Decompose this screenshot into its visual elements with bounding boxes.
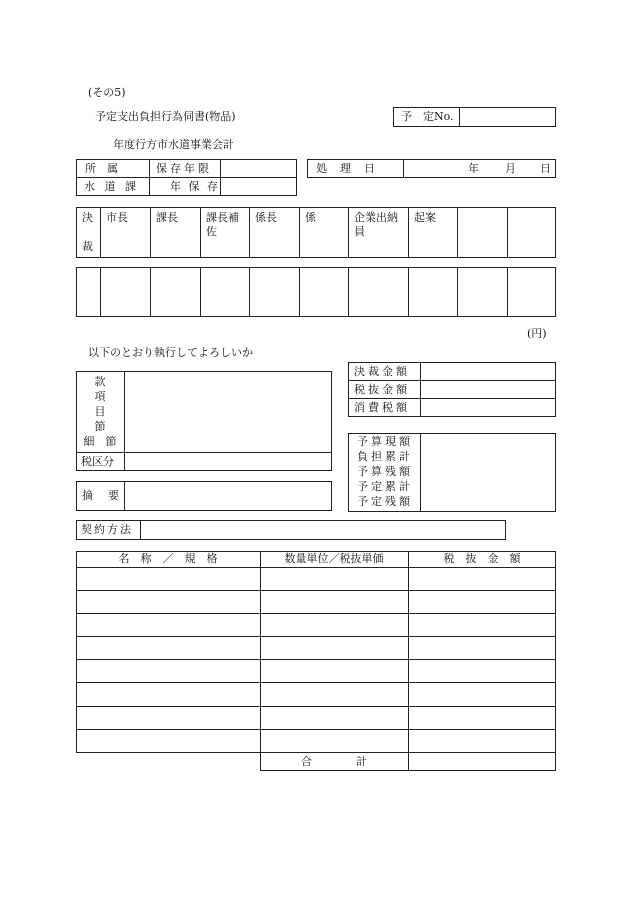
items-header-name: 名 称 ／ 規 格: [118, 552, 218, 565]
amount-field-approved[interactable]: [421, 363, 555, 380]
items-total-field[interactable]: [409, 753, 555, 770]
contract-label: 契約方法: [81, 523, 133, 536]
tax-class-field[interactable]: [125, 453, 331, 470]
seal-cell-mayor[interactable]: [101, 268, 149, 316]
label-kan: 款: [94, 375, 106, 388]
seal-cell-unit-chief[interactable]: [250, 268, 298, 316]
status-planned-remaining: 予定残額: [357, 495, 413, 508]
table-row[interactable]: [77, 637, 259, 659]
approval-col-treasurer: 企業出納員: [354, 211, 398, 238]
summary-label: 摘 要: [82, 489, 121, 502]
plan-number-label: 予 定No.: [401, 110, 454, 123]
approval-col-assistant-chief: 課長補佐: [206, 211, 239, 238]
form-number: (その5): [88, 86, 126, 99]
table-row[interactable]: [77, 683, 259, 706]
approval-col-section-chief: 課長: [156, 211, 178, 224]
form-subtitle: 年度行方市水道事業会計: [113, 138, 234, 151]
process-date-label: 処 理 日: [316, 162, 376, 175]
table-row[interactable]: [77, 660, 259, 682]
items-total-label: 合 計: [301, 755, 367, 768]
approval-col-staff: 係: [305, 211, 316, 224]
label-moku: 目: [94, 405, 106, 418]
date-month: 月: [505, 162, 516, 175]
status-charged-total: 負担累計: [357, 450, 413, 463]
amount-label-tax: 消費税額: [354, 401, 410, 414]
budget-item-field[interactable]: [125, 372, 331, 452]
retention-label: 保存年限: [156, 162, 212, 175]
tax-class-label: 税区分: [81, 455, 114, 468]
dept-value: 水 道 課: [84, 180, 139, 193]
label-setsu: 節: [94, 420, 106, 433]
table-row[interactable]: [77, 707, 259, 729]
status-budget-remaining: 予算残額: [357, 465, 413, 478]
seal-cell-staff[interactable]: [300, 268, 347, 316]
contract-field[interactable]: [141, 521, 505, 539]
items-header-quantity: 数量単位／税抜単価: [284, 552, 384, 565]
amount-label-approved: 決裁金額: [354, 365, 410, 378]
seal-cell-treasurer[interactable]: [349, 268, 407, 316]
approval-col-drafter: 起案: [414, 211, 436, 224]
date-day: 日: [540, 162, 551, 175]
approval-col-mayor: 市長: [106, 211, 128, 224]
retention-field[interactable]: [221, 160, 296, 177]
seal-cell-assistant-chief[interactable]: [201, 268, 248, 316]
status-planned-total: 予定累計: [357, 480, 413, 493]
label-saisetsu: 細 節: [83, 435, 117, 448]
table-row[interactable]: [77, 591, 259, 613]
budget-item-labels: [76, 374, 124, 449]
approval-col-blank-1: [458, 208, 506, 257]
budget-status-labels: [352, 434, 418, 509]
table-row[interactable]: [77, 568, 259, 590]
date-year: 年: [468, 162, 479, 175]
amount-field-tax[interactable]: [421, 399, 555, 416]
table-row[interactable]: [77, 730, 259, 752]
status-budget-current: 予算現額: [357, 435, 413, 448]
items-header-amount: 税 抜 金 額: [443, 552, 521, 565]
approval-side-label-2: 裁: [82, 240, 93, 253]
plan-number-field[interactable]: [460, 108, 555, 126]
approval-side-label-1: 決: [82, 211, 93, 224]
amount-field-pretax[interactable]: [421, 381, 555, 398]
approval-col-unit-chief: 係長: [255, 211, 277, 224]
seal-cell-section-chief[interactable]: [151, 268, 199, 316]
retention-value: 年 保 存: [170, 180, 220, 193]
table-row[interactable]: [77, 614, 259, 636]
label-kou: 項: [94, 390, 106, 403]
budget-status-field[interactable]: [421, 434, 555, 511]
amount-label-pretax: 税抜金額: [354, 383, 410, 396]
form-title: 予定支出負担行為伺書(物品): [95, 110, 236, 123]
currency-unit: (円): [527, 327, 547, 340]
seal-cell-drafter[interactable]: [409, 268, 456, 316]
dept-label: 所 属: [85, 162, 118, 175]
request-text: 以下のとおり執行してよろしいか: [88, 346, 253, 359]
approval-col-blank-2: [508, 208, 555, 257]
summary-field[interactable]: [125, 482, 331, 510]
